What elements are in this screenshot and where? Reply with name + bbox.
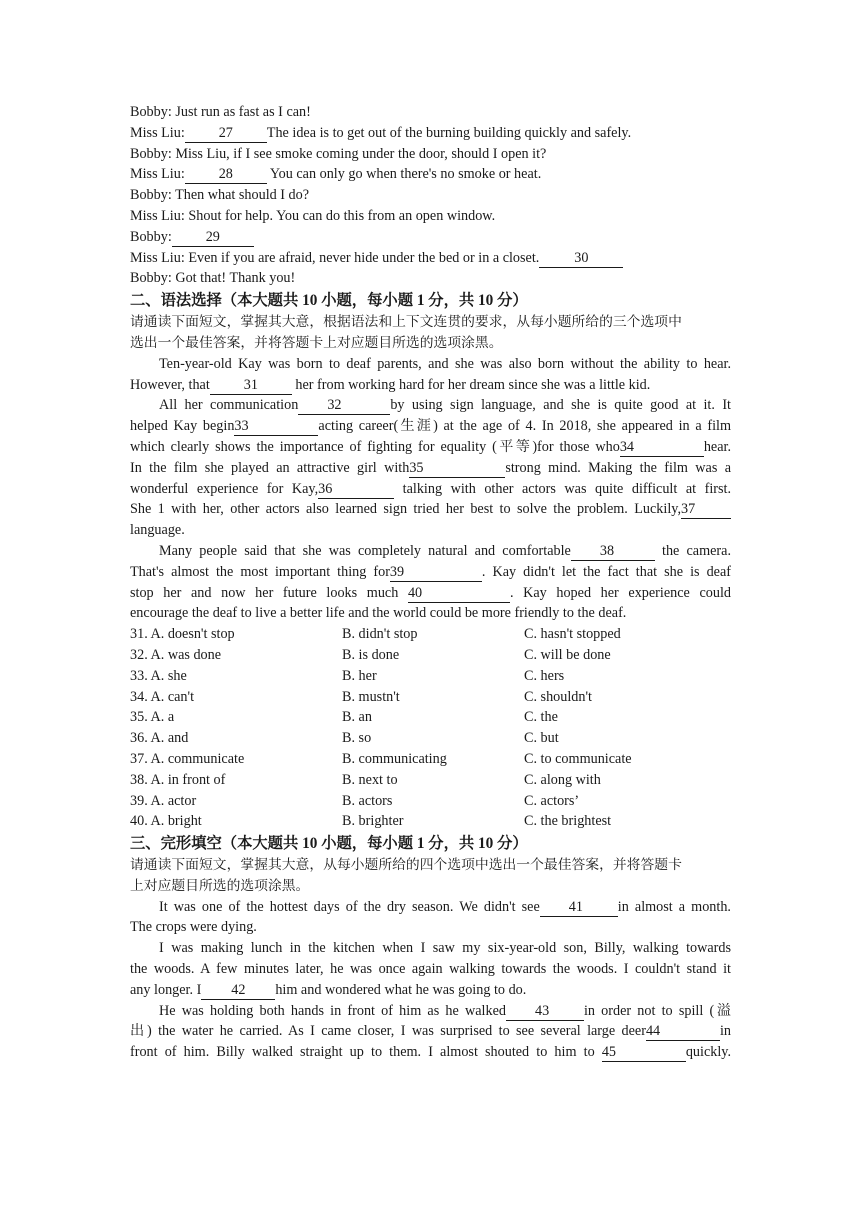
dialogue-line: Miss Liu: Shout for help. You can do this from an open window. (130, 207, 496, 224)
option-row: 38. A. in front of B. next to C. along with (130, 771, 601, 788)
blank-36: 36 (318, 482, 394, 499)
passage-line: That's almost the most important thing for39 . Kay didn't let the fact that she is deaf (130, 563, 731, 580)
blank-30: 30 (539, 251, 623, 268)
dialogue-line: Bobby: Miss Liu, if I see smoke coming under the door, should I open it? (130, 145, 547, 162)
passage-line: the woods. A few minutes later, he was once again walking towards the woods. I couldn't stand it (130, 961, 731, 978)
passage-line: She 1 with her, other actors also learned sign tried her best to solve the problem. Luckily,37 (130, 499, 731, 520)
section3-instruction: 请通读下面短文，掌握其大意，从每小题所给的四个选项中选出一个最佳答案，并将答题卡 (130, 857, 682, 873)
dialogue-line: Miss Liu: Even if you are afraid, never hide under the bed or in a closet. 30 (130, 248, 731, 269)
option-row: 39. A. actor B. actors C. actors’ (130, 792, 580, 809)
blank-40: 40 (408, 586, 510, 603)
option-row: 33. A. she B. her C. hers (130, 667, 565, 684)
passage-line: In the film she played an attractive girl with35 strong mind. Making the film was a (130, 459, 731, 476)
passage-line: encourage the deaf to live a better life and the world could be more friendly to the deaf. (130, 605, 627, 622)
blank-45: 45 (602, 1045, 686, 1062)
blank-37: 37 (681, 502, 731, 519)
passage-line: helped Kay begin33 acting career(生涯) at the age of 4. In 2018, she appeared in a film (130, 418, 731, 435)
dialogue-line: Bobby: Got that! Thank you! (130, 270, 296, 287)
dialogue-line: Bobby: 29 (130, 227, 731, 248)
option-row: 34. A. can't B. mustn't C. shouldn't (130, 688, 592, 705)
passage-line: front of him. Billy walked straight up to them. I almost shouted to him to 45 quickly. (130, 1044, 731, 1061)
passage-line: any longer. I 42 him and wondered what he was going to do. (130, 981, 527, 998)
blank-44: 44 (646, 1024, 720, 1041)
blank-41: 41 (540, 900, 618, 917)
blank-38: 38 (571, 544, 655, 561)
passage-line: wonderful experience for Kay,36 talking with other actors was quite difficult at first. (130, 480, 732, 497)
dialogue-line: Miss Liu: 27 The idea is to get out of the burning building quickly and safely. (130, 124, 632, 141)
passage-line: language. (130, 522, 185, 539)
blank-35: 35 (409, 461, 505, 478)
option-row: 35. A. a B. an C. the (130, 709, 558, 726)
section3-instruction: 上对应题目所选的选项涂黑。 (130, 877, 310, 893)
blank-28: 28 (185, 167, 267, 184)
option-row: 32. A. was done B. is done C. will be done (130, 646, 611, 663)
passage-line: It was one of the hottest days of the dry season. We didn't see 41 in almost a month. (159, 898, 731, 915)
blank-32: 32 (298, 398, 390, 415)
option-row: 31. A. doesn't stop B. didn't stop C. hasn't stopped (130, 626, 621, 643)
blank-43: 43 (506, 1004, 584, 1021)
blank-33: 33 (234, 419, 318, 436)
option-row: 37. A. communicate B. communicating C. to communicate (130, 750, 632, 767)
section2-instruction: 选出一个最佳答案，并将答题卡上对应题目所选的选项涂黑。 (130, 334, 503, 350)
dialogue-line: Bobby: Just run as fast as I can! (130, 104, 311, 120)
option-row: 36. A. and B. so C. but (130, 730, 559, 747)
passage-line: All her communication 32 by using sign language, and she is quite good at it. It (159, 397, 731, 414)
passage-line: However, that 31 her from working hard for her dream since she was a little kid. (130, 376, 651, 393)
passage-line: Many people said that she was completely natural and comfortable 38 the camera. (159, 542, 731, 559)
exam-content (130, 102, 731, 1063)
dialogue-line: Bobby: Then what should I do? (130, 187, 310, 204)
blank-31: 31 (210, 378, 292, 395)
passage-line: 出) the water he carried. As I came closer, I was surprised to see several large deer44 in (130, 1023, 731, 1040)
section2-instruction: 请通读下面短文，掌握其大意，根据语法和上下文连贯的要求，从每小题所给的三个选项中 (130, 314, 682, 330)
section2-heading: 二、语法选择（本大题共 10 小题，每小题 1 分，共 10 分） (130, 292, 528, 310)
passage-line: which clearly shows the importance of fighting for equality (平等)for those who34 hear. (130, 438, 731, 455)
passage-line: He was holding both hands in front of him as he walked 43 in order not to spill (溢 (159, 1002, 731, 1019)
blank-27: 27 (185, 126, 267, 143)
blank-39: 39 (390, 565, 482, 582)
passage-line: Ten-year-old Kay was born to deaf parents, and she was also born without the ability to hear. (159, 355, 731, 372)
option-row: 40. A. bright B. brighter C. the brightest (130, 813, 612, 830)
section3-heading: 三、完形填空（本大题共 10 小题，每小题 1 分，共 10 分） (130, 835, 528, 853)
blank-42: 42 (201, 983, 275, 1000)
passage-line: The crops were dying. (130, 919, 257, 936)
passage-line: I was making lunch in the kitchen when I saw my six-year-old son, Billy, walking towards (159, 940, 731, 957)
blank-29: 29 (172, 230, 254, 247)
blank-34: 34 (620, 440, 704, 457)
passage-line: stop her and now her future looks much 40 . Kay hoped her experience could (130, 584, 731, 601)
dialogue-line: Miss Liu: 28 You can only go when there's no smoke or heat. (130, 166, 542, 183)
